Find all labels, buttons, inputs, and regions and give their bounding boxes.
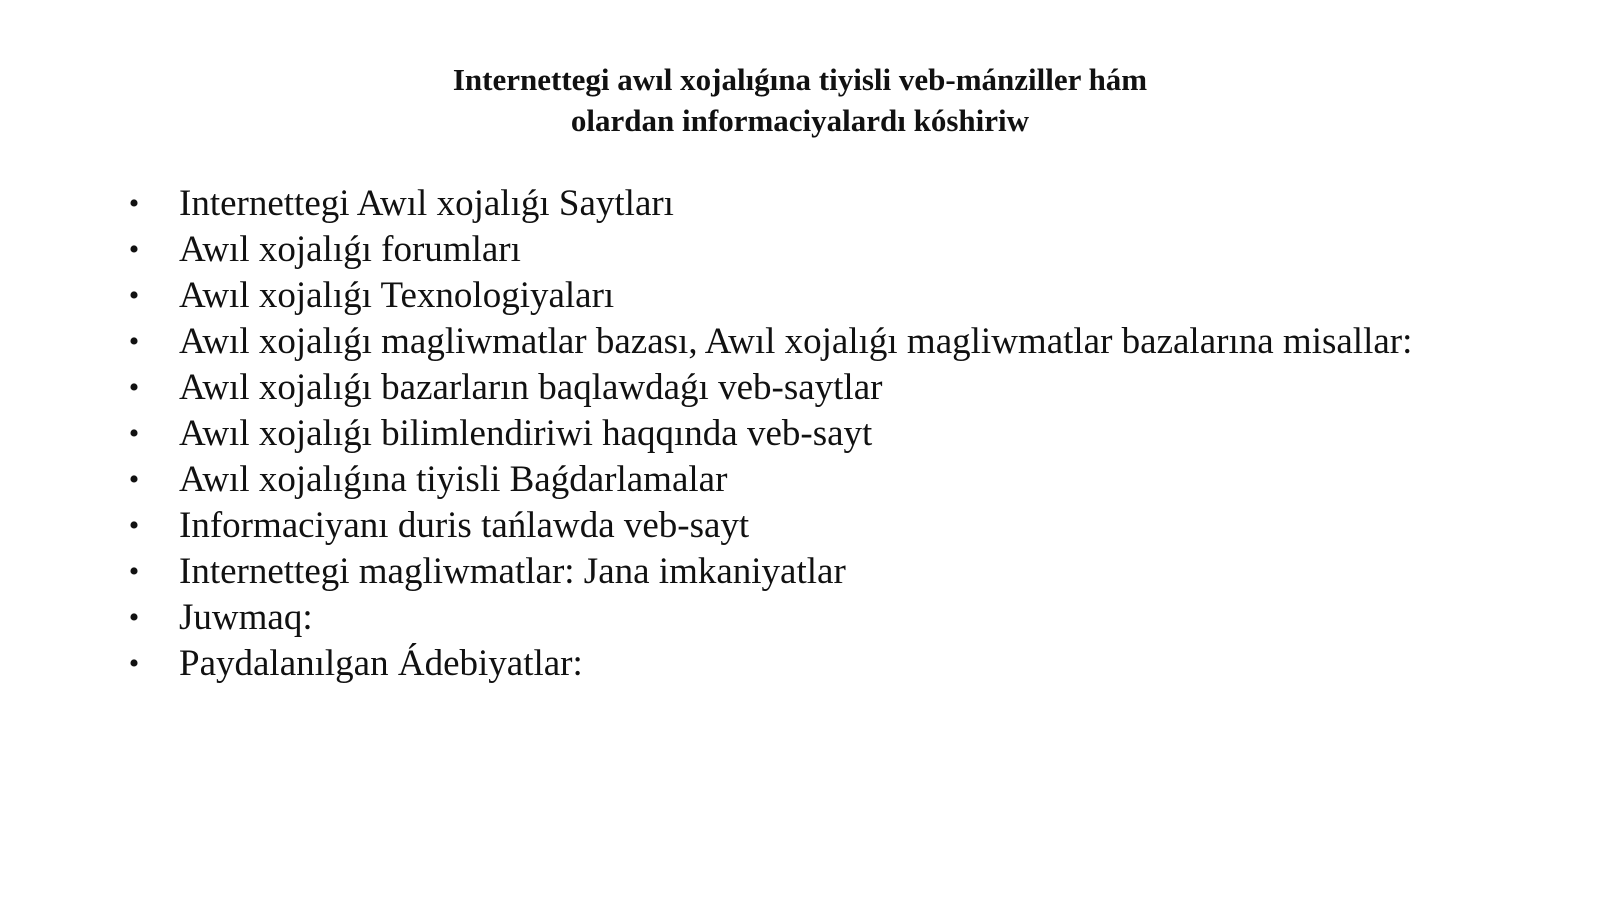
bullet-icon: • (128, 325, 140, 358)
bullet-item-new-opportunities (124, 549, 1424, 595)
bullet-text: Awıl xojalıǵı magliwmatlar bazası, Awıl xojalıǵı magliwmatlar bazalarına misallar: (179, 321, 1413, 362)
bullet-icon: • (128, 233, 140, 266)
bullet-item-programs (124, 457, 1424, 503)
bullet-item-technologies (124, 273, 1424, 319)
bullet-text: Internettegi magliwmatlar: Jana imkaniyatlar (179, 551, 846, 592)
bullet-item-databases (124, 319, 1424, 365)
bullet-icon: • (128, 601, 140, 634)
bullet-item-education (124, 411, 1424, 457)
bullet-icon: • (128, 555, 140, 588)
bullet-icon: • (128, 187, 140, 220)
bullet-text: Awıl xojalıǵı bilimlendiriwi haqqında veb-sayt (179, 413, 873, 454)
bullet-icon: • (128, 417, 140, 450)
bullet-text: Juwmaq: (179, 597, 313, 638)
bullet-item-info-selection (124, 503, 1424, 549)
bullet-icon: • (128, 509, 140, 542)
bullet-icon: • (128, 647, 140, 680)
bullet-item-conclusion (124, 595, 1424, 641)
slide-title-line-1: Internettegi awıl xojalıǵına tiyisli veb-mánziller hám (452, 62, 1148, 97)
bullet-item-market-monitoring (124, 365, 1424, 411)
bullet-item-forums (124, 227, 1424, 273)
bullet-icon: • (128, 463, 140, 496)
bullet-item-references (124, 641, 1424, 687)
bullet-text: Awıl xojalıǵı Texnologiyaları (179, 275, 615, 316)
bullet-text: Internettegi Awıl xojalıǵı Saytları (179, 183, 674, 224)
bullet-text: Awıl xojalıǵına tiyisli Baǵdarlamalar (179, 459, 728, 500)
bullet-icon: • (128, 279, 140, 312)
bullet-text: Awıl xojalıǵı bazarların baqlawdaǵı veb-saytlar (179, 367, 883, 408)
bullet-text: Awıl xojalıǵı forumları (179, 229, 521, 270)
slide-title (0, 59, 1600, 141)
bullet-list (124, 181, 1424, 687)
bullet-icon: • (128, 371, 140, 404)
slide-title-line-2: olardan informaciyalardı kóshiriw (570, 103, 1030, 138)
bullet-item-sites (124, 181, 1424, 227)
bullet-text: Paydalanılgan Ádebiyatlar: (179, 643, 583, 684)
bullet-text: Informaciyanı duris tańlawda veb-sayt (179, 505, 750, 546)
